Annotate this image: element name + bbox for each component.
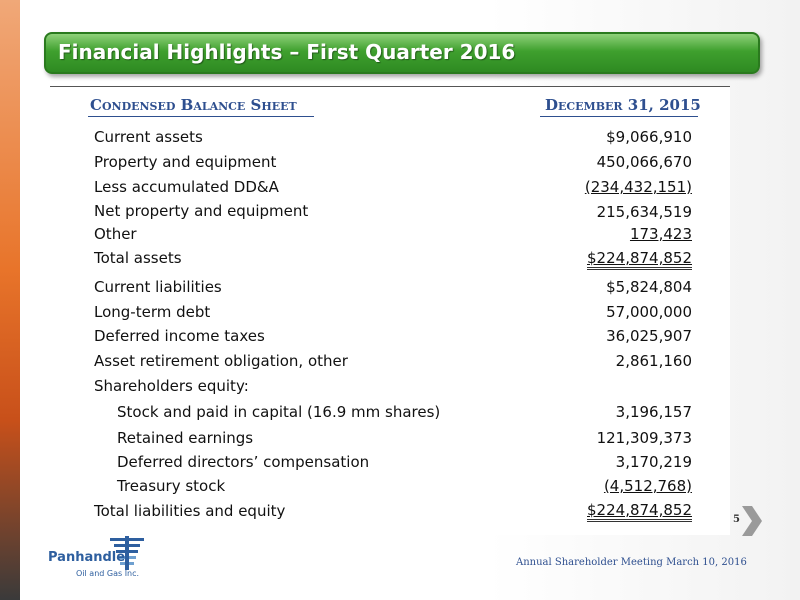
- row-value: 57,000,000: [606, 303, 692, 321]
- row-label: Deferred directors’ compensation: [117, 453, 370, 471]
- header-underline-left: [88, 116, 314, 117]
- row-label: Net property and equipment: [94, 202, 309, 220]
- row-label: Asset retirement obligation, other: [94, 352, 348, 370]
- column-header-left: Condensed Balance Sheet: [90, 96, 297, 114]
- row-value: (4,512,768): [603, 477, 692, 495]
- row-label: Less accumulated DD&A: [94, 178, 279, 196]
- row-value: $224,874,852: [587, 250, 692, 270]
- row-value: (234,432,151): [584, 178, 692, 196]
- row-value: 450,066,670: [596, 153, 692, 171]
- left-accent-bar: [0, 0, 20, 600]
- row-label: Retained earnings: [117, 429, 254, 447]
- row-label: Long-term debt: [94, 303, 211, 321]
- column-header-right: December 31, 2015: [545, 96, 701, 114]
- slide-title: Financial Highlights – First Quarter 2016: [58, 40, 516, 64]
- row-label: Treasury stock: [117, 477, 226, 495]
- row-value: 121,309,373: [596, 429, 692, 447]
- logo-subtitle: Oil and Gas Inc.: [76, 569, 140, 578]
- row-label: Deferred income taxes: [94, 327, 265, 345]
- row-value: 3,170,219: [615, 453, 692, 471]
- page-number: 5: [733, 514, 740, 525]
- row-label: Current assets: [94, 128, 203, 146]
- row-label: Other: [94, 225, 137, 243]
- row-value: 3,196,157: [615, 403, 692, 421]
- row-value: $5,824,804: [606, 278, 692, 296]
- row-value: 215,634,519: [596, 203, 692, 221]
- company-logo: [48, 536, 144, 588]
- row-value: 2,861,160: [615, 352, 692, 370]
- row-label: Shareholders equity:: [94, 377, 249, 395]
- row-value: $224,874,852: [587, 502, 692, 522]
- title-banner: [44, 32, 760, 74]
- footer-text: Annual Shareholder Meeting March 10, 2016: [516, 557, 747, 568]
- row-value: $9,066,910: [606, 128, 692, 146]
- row-label: Total assets: [94, 249, 182, 267]
- row-label: Stock and paid in capital (16.9 mm shares): [117, 403, 441, 421]
- header-underline-right: [540, 116, 698, 117]
- logo-name: Panhandle: [48, 550, 126, 565]
- row-label: Property and equipment: [94, 153, 277, 171]
- next-chevron-icon[interactable]: [740, 506, 762, 536]
- row-value: 173,423: [629, 225, 692, 243]
- row-value: 36,025,907: [606, 327, 692, 345]
- row-label: Current liabilities: [94, 278, 222, 296]
- row-label: Total liabilities and equity: [94, 502, 286, 520]
